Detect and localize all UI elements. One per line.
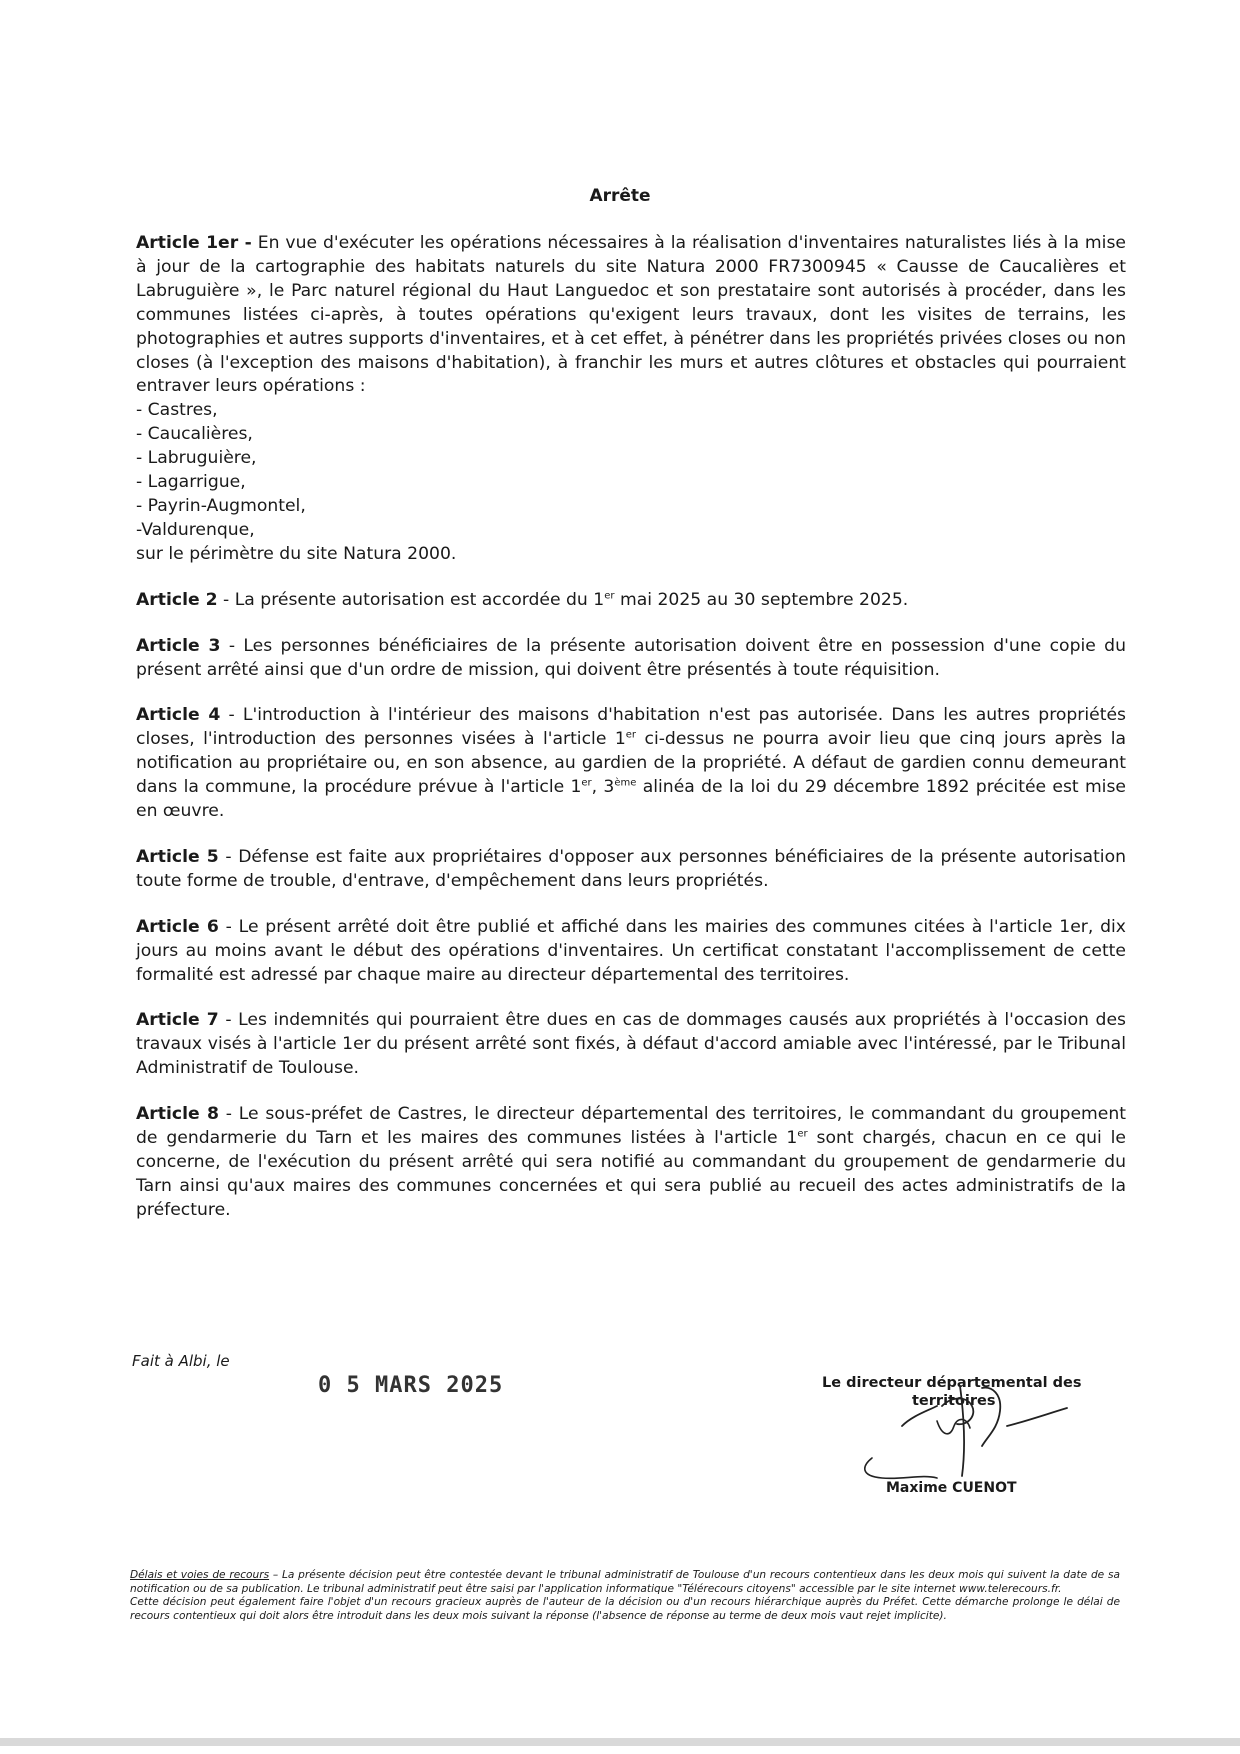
- communes-list: [136, 399, 1126, 542]
- list-item: -Valdurenque,: [136, 519, 255, 540]
- article-7-text: - Les indemnités qui pourraient être dues en cas de dommages causés aux propriétés à l'occasion des travaux visés à l'article 1er du présent arrêté sont fixés, à défaut d'accord amiable avec l'intéressé, par le Tribunal Administratif de Toulouse.: [136, 1010, 1126, 1079]
- article-8: [136, 1103, 1126, 1223]
- article-7: [136, 1009, 1126, 1081]
- superscript: er: [625, 729, 637, 741]
- article-4-label: Article 4: [136, 705, 221, 726]
- article-3-label: Article 3: [136, 635, 221, 656]
- article-4-text-d: alinéa de la loi du 29 décembre 1892 précitée est mise en œuvre.: [136, 777, 1126, 822]
- document-body: [136, 232, 1126, 1245]
- footer-text-1: – La présente décision peut être contestée devant le tribunal administratif de Toulouse d'un recours contentieux dans les deux mois qui suivent la date de sa notification ou de sa publication. Le tribunal administratif peut être saisi par l'application informatique "Télérecours citoyens" accessible par le site internet www.telerecours.fr.: [130, 1569, 1120, 1595]
- article-2-text-b: mai 2025 au 30 septembre 2025.: [614, 589, 909, 610]
- article-5-label: Article 5: [136, 846, 219, 867]
- article-2-label: Article 2: [136, 589, 218, 610]
- article-5-text: - Défense est faite aux propriétaires d'opposer aux personnes bénéficiaires de la présente autorisation toute forme de trouble, d'entrave, d'empêchement dans leurs propriétés.: [136, 846, 1126, 891]
- article-1-label: Article 1er -: [136, 233, 252, 253]
- article-3-text: - Les personnes bénéficiaires de la présente autorisation doivent être en possession d'une copie du présent arrêté ainsi que d'un ordre de mission, qui doivent être présentés à toute réquisition.: [136, 635, 1126, 680]
- article-4-text-c: , 3: [591, 777, 615, 798]
- superscript: ème: [614, 777, 637, 789]
- page-bottom-edge: [0, 1738, 1240, 1746]
- article-2-text-a: - La présente autorisation est accordée du 1: [217, 589, 605, 610]
- superscript: er: [797, 1128, 808, 1140]
- list-item: - Payrin-Augmontel,: [136, 495, 306, 516]
- article-6: [136, 916, 1126, 988]
- article-6-label: Article 6: [136, 916, 219, 937]
- article-7-label: Article 7: [136, 1010, 219, 1031]
- list-item: - Castres,: [136, 400, 218, 421]
- superscript: er: [581, 777, 592, 789]
- article-6-text: - Le présent arrêté doit être publié et affiché dans les mairies des communes citées à l'article 1er, dix jours au moins avant le début des opérations d'inventaires. Un certificat constatant l'accomplissement de cette formalité est adressé par chaque maire au directeur départemental des territoires.: [136, 916, 1126, 985]
- signature-block: [822, 1356, 1082, 1506]
- article-1-text: En vue d'exécuter les opérations nécessaires à la réalisation d'inventaires naturalistes liés à la mise à jour de la cartographie des habitats naturels du site Natura 2000 FR7300945 « Causse de Caucalières et Labruguière », le Parc naturel régional du Haut Languedoc et son prestataire sont autorisés à procéder, dans les communes listées ci-après, à toutes opérations qu'exigent leurs travaux, dont les visites de terrains, les photographies et autres supports d'inventaires, et à cet effet, à pénétrer dans les propriétés privées closes ou non closes (à l'exception des maisons d'habitation), à franchir les murs et autres clôtures et obstacles qui pourraient entraver leurs opérations :: [136, 233, 1126, 397]
- signatory-title-line-1: Le directeur départemental des: [822, 1375, 1082, 1391]
- article-8-text-a: - Le sous-préfet de Castres, le directeur départemental des territoires, le commandant du groupement de gendarmerie du Tarn et les maires des communes listées à l'article 1: [136, 1104, 1126, 1149]
- footer-heading: Délais et voies de recours: [130, 1569, 270, 1581]
- signatory-title-line-2: territoires: [912, 1393, 996, 1409]
- signature-place: Fait à Albi, le: [132, 1352, 230, 1370]
- date-stamp: 0 5 MARS 2025: [318, 1373, 504, 1398]
- article-8-label: Article 8: [136, 1104, 219, 1125]
- signatory-name: Maxime CUENOT: [886, 1480, 1017, 1496]
- list-item: - Caucalières,: [136, 424, 253, 445]
- article-4-text-b: ci-dessus ne pourra avoir lieu que cinq jours après la notification au propriétaire ou, en son absence, au gardien de la propriété. A défaut de gardien connu demeurant dans la commune, la procédure prévue à l'article 1: [136, 729, 1126, 798]
- list-item: - Labruguière,: [136, 448, 257, 469]
- article-4-text-a: - L'introduction à l'intérieur des maisons d'habitation n'est pas autorisée. Dans les autres propriétés closes, l'introduction des personnes visées à l'article 1: [136, 705, 1126, 750]
- article-1: [136, 232, 1126, 567]
- handwritten-signature-icon: [842, 1366, 1072, 1486]
- legal-footer: [130, 1569, 1120, 1623]
- article-5: [136, 846, 1126, 894]
- article-8-text-b: sont chargés, chacun en ce qui le concerne, de l'exécution du présent arrêté qui sera notifié au commandant du groupement de gendarmerie du Tarn ainsi qu'aux maires des communes concernées et qui sera publié au recueil des actes administratifs de la préfecture.: [136, 1128, 1127, 1220]
- list-item: - Lagarrigue,: [136, 472, 246, 493]
- article-1-closing: sur le périmètre du site Natura 2000.: [136, 543, 457, 564]
- document-title: Arrête: [589, 186, 651, 206]
- article-2: [136, 589, 1126, 613]
- article-3: [136, 635, 1126, 683]
- superscript: er: [604, 589, 615, 601]
- article-4: [136, 704, 1126, 824]
- footer-text-2: Cette décision peut également faire l'objet d'un recours gracieux auprès de l'auteur de la décision ou d'un recours hiérarchique auprès du Préfet. Cette démarche prolonge le délai de recours contentieux qui doit alors être introduit dans les deux mois suivant la réponse (l'absence de réponse au terme de deux mois vaut rejet implicite).: [130, 1596, 1120, 1622]
